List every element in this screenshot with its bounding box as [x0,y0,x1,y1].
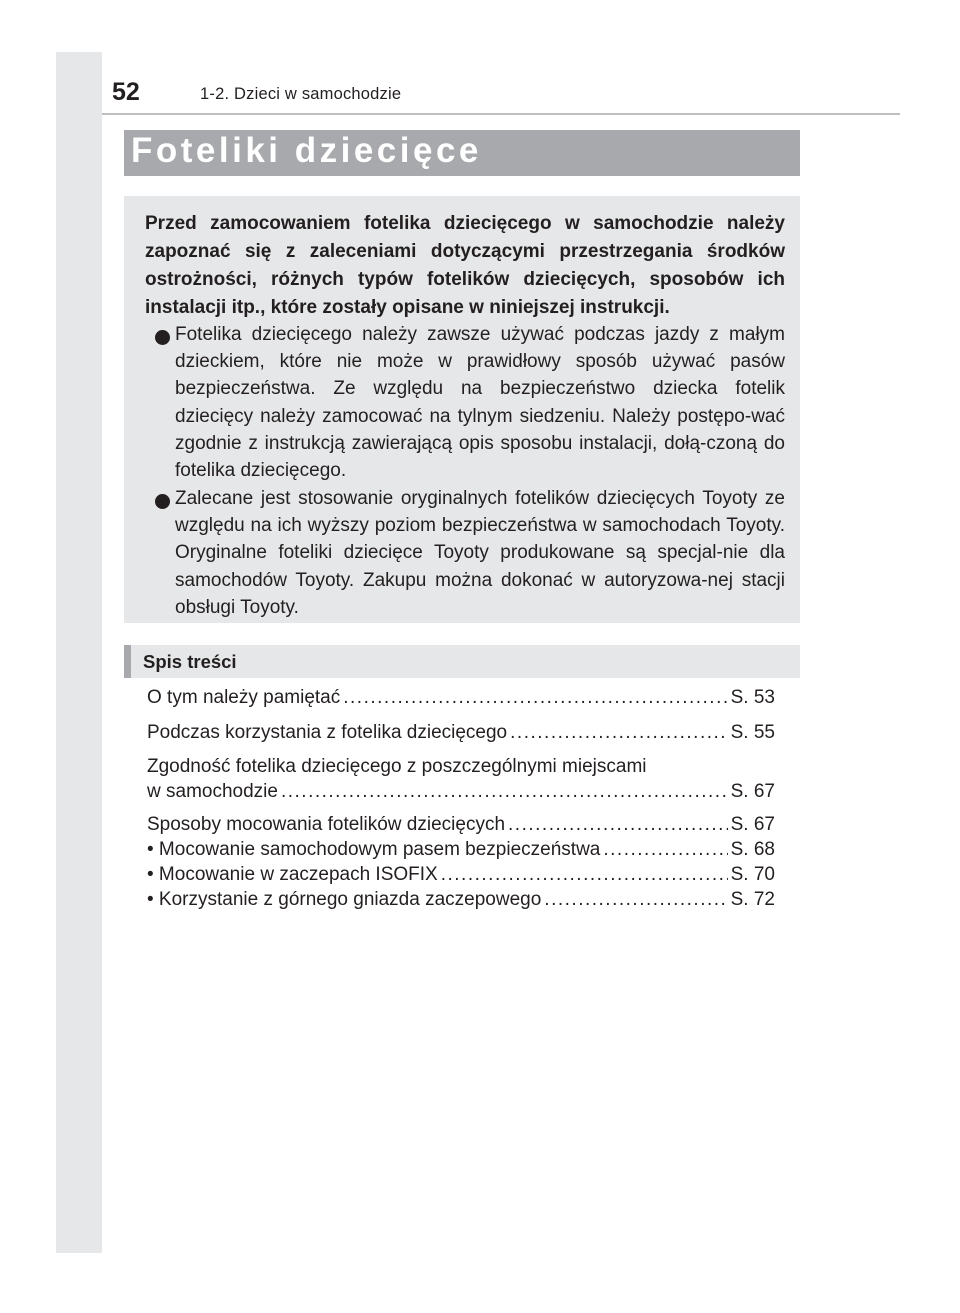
toc-entry-label: • Mocowanie samochodowym pasem bezpieczeństwa [147,839,601,860]
toc-entry-label: • Mocowanie w zaczepach ISOFIX [147,864,438,885]
toc-entry-label: O tym należy pamiętać [147,687,341,708]
toc-entry-page: S. 67 [730,814,775,835]
toc-entry-page: S. 53 [730,687,775,708]
bullet-dot-icon [155,330,170,345]
toc-entry[interactable] [147,864,775,886]
toc-entry-page: S. 67 [730,781,775,802]
toc-entry[interactable] [147,889,775,911]
toc-entry-label: Sposoby mocowania fotelików dziecięcych [147,814,506,835]
toc-entry[interactable] [147,839,775,861]
side-strip [56,52,102,1253]
bullet-text: Fotelika dziecięcego należy zawsze używać podczas jazdy z małym dzieckiem, które nie może w prawidłowy sposób używać pasów bezpieczeństwa. Ze względu na bezpieczeństwo dziecka fotelik dziecięcy należy zamocować na tylnym siedzeniu. Należy postępo-wać zgodnie z instrukcją zawierającą opis sposobu instalacji, dołą-czoną do fotelika dziecięcego. [175,324,785,482]
toc-entry-page: S. 68 [730,839,775,860]
bullet-dot-icon [155,494,170,509]
toc-entry-label: Podczas korzystania z fotelika dziecięcego [147,722,508,743]
running-header: 1-2. Dzieci w samochodzie [200,85,402,103]
toc-leader [544,889,727,911]
toc-entry-page: S. 70 [730,864,775,885]
intro-bullet [151,485,785,621]
toc-entry-page: S. 72 [730,889,775,910]
bullet-text: Zalecane jest stosowanie oryginalnych fotelików dziecięcych Toyoty ze względu na ich wyższy poziom bezpieczeństwa w samochodach Toyoty. Oryginalne foteliki dziecięce Toyoty produkowane są specjal-nie dla samochodów Toyoty. Zakupu można dokonać w autoryzowa-nej stacji obsługi Toyoty. [175,488,785,618]
toc-entry[interactable] [147,814,775,836]
page-title: Foteliki dziecięce [131,131,482,170]
toc-entry[interactable] [147,687,775,709]
intro-bullet [151,321,785,484]
toc-entry-label: w samochodzie [147,781,278,802]
toc-leader [508,814,728,836]
toc-leader [510,722,727,744]
toc-entry-label: • Korzystanie z górnego gniazda zaczepowego [147,889,542,910]
toc-leader [603,839,727,861]
toc-entry-page: S. 55 [730,722,775,743]
toc-entry[interactable] [147,722,775,744]
header-rule [102,113,900,115]
toc-entry[interactable] [147,781,775,803]
toc-leader [441,864,728,886]
toc-entry-label-line1[interactable]: Zgodność fotelika dziecięcego z poszczególnymi miejscami [147,756,647,777]
toc-leader [343,687,727,709]
intro-lead: Przed zamocowaniem fotelika dziecięcego w samochodzie należy zapoznać się z zaleceniami dotyczącymi przestrzegania środków ostrożności, różnych typów fotelików dziecięcych, sposobów ich instalacji itp., które zostały opisane w niniejszej instrukcji. [145,213,785,318]
page-number: 52 [112,78,140,106]
toc-title: Spis treści [143,651,237,672]
toc-leader [281,781,728,803]
